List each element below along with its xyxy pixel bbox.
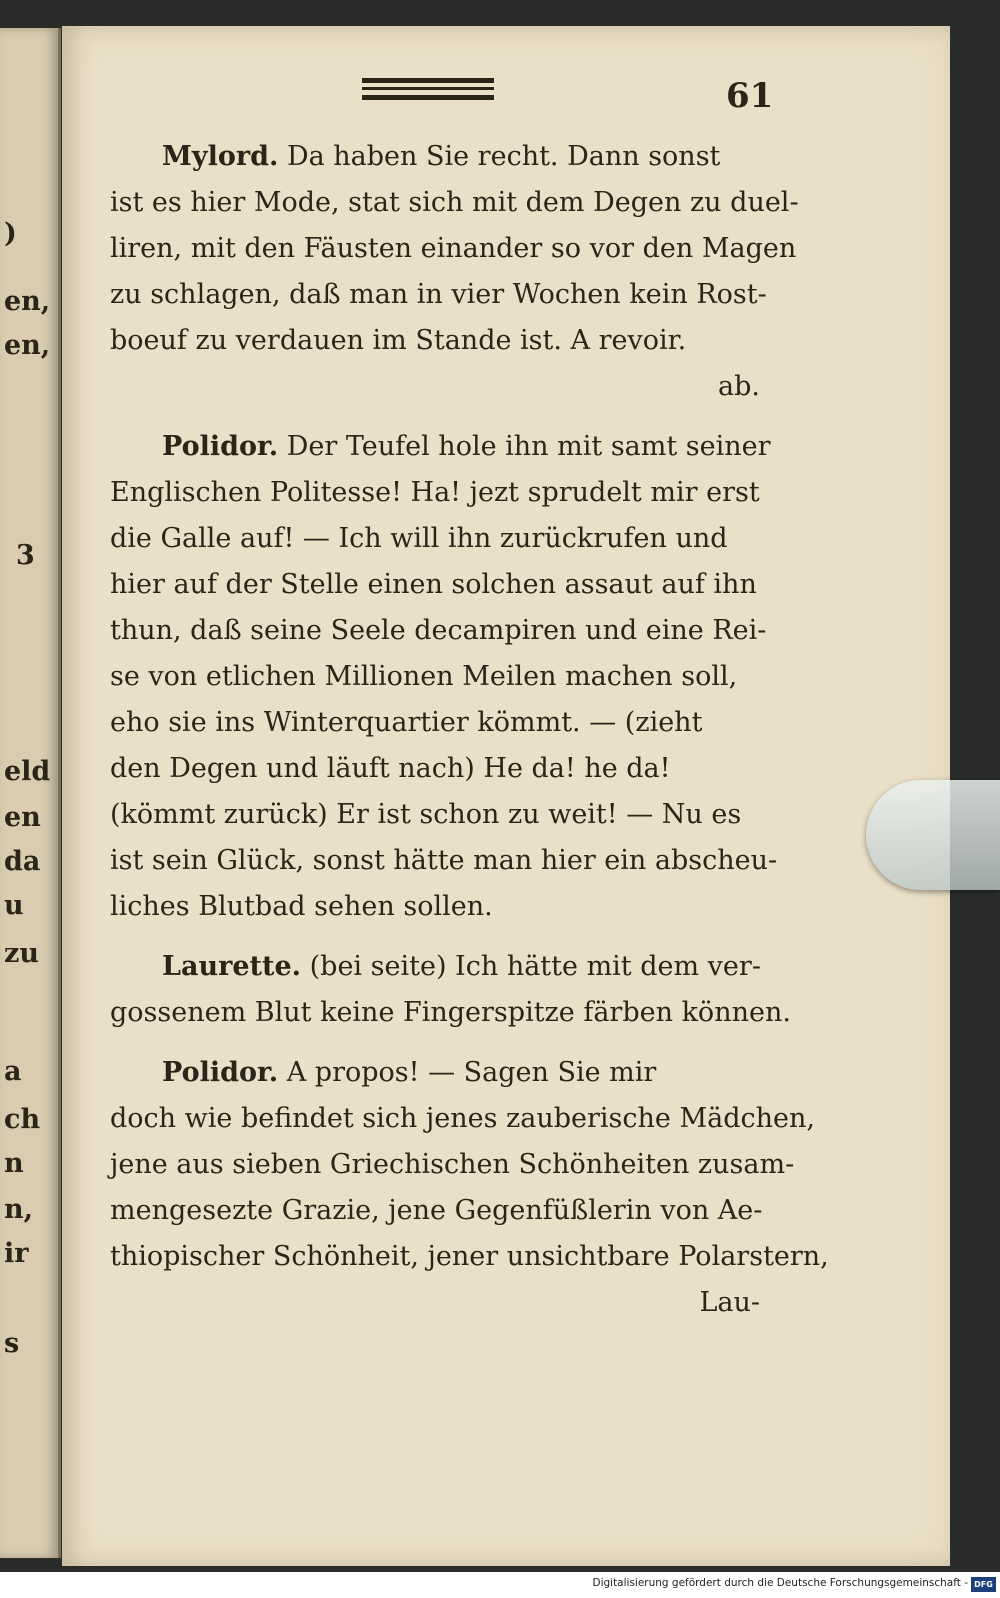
text-line: den Degen und läuft nach) He da! he da! <box>110 753 671 784</box>
header-ornament-rule <box>362 78 494 104</box>
left-page-fragment: eld <box>4 756 51 787</box>
footer-bar <box>0 1572 1000 1598</box>
left-page-fragment: 3 <box>16 540 35 571</box>
text-line: Polidor. Der Teufel hole ihn mit samt seiner <box>162 431 771 462</box>
funding-credit: Digitalisierung gefördert durch die Deutsche Forschungsgemeinschaft - <box>592 1577 968 1589</box>
text-line: Englischen Politesse! Ha! jezt sprudelt mir erst <box>110 477 760 508</box>
text-line: jene aus sieben Griechischen Schönheiten zusam- <box>110 1149 795 1180</box>
page-body-text <box>110 134 829 1326</box>
page-holder-clip <box>866 780 1000 890</box>
text-line: (kömmt zurück) Er ist schon zu weit! — Nu es <box>110 799 742 830</box>
left-page-fragment: ir <box>4 1238 29 1269</box>
stage-direction: ab. <box>718 371 760 402</box>
left-page-fragment: en, <box>4 286 51 317</box>
left-page-fragment: ) <box>4 218 17 249</box>
page-number: 61 <box>726 76 774 116</box>
left-page-fragment: zu <box>4 938 39 969</box>
text-line: doch wie befindet sich jenes zauberische Mädchen, <box>110 1103 815 1134</box>
text-line: thiopischer Schönheit, jener unsichtbare Polarstern, <box>110 1241 829 1272</box>
text-line: ist sein Glück, sonst hätte man hier ein abscheu- <box>110 845 778 876</box>
text-line: zu schlagen, daß man in vier Wochen kein Rost- <box>110 279 767 310</box>
left-page-fragment: n, <box>4 1194 34 1225</box>
text-line: Mylord. Da haben Sie recht. Dann sonst <box>162 141 721 172</box>
left-page-fragment: ch <box>4 1104 41 1135</box>
catchword: Lau- <box>699 1287 760 1318</box>
text-line: Polidor. A propos! — Sagen Sie mir <box>162 1057 657 1088</box>
text-line: thun, daß seine Seele decampiren und eine Rei- <box>110 615 767 646</box>
text-line: eho sie ins Winterquartier kömmt. — (zieht <box>110 707 703 738</box>
text-line: liren, mit den Fäusten einander so vor den Magen <box>110 233 797 264</box>
text-line: boeuf zu verdauen im Stande ist. A revoir. <box>110 325 687 356</box>
left-page-edge <box>0 28 61 1558</box>
left-page-fragment: en <box>4 802 41 833</box>
left-page-fragment: n <box>4 1148 24 1179</box>
left-page-fragment: en, <box>4 330 51 361</box>
text-line: se von etlichen Millionen Meilen machen soll, <box>110 661 738 692</box>
text-line: hier auf der Stelle einen solchen assaut auf ihn <box>110 569 757 600</box>
text-line: liches Blutbad sehen sollen. <box>110 891 493 922</box>
text-line: Laurette. (bei seite) Ich hätte mit dem ver- <box>162 951 761 982</box>
text-line: die Galle auf! — Ich will ihn zurückrufen und <box>110 523 728 554</box>
book-page <box>62 26 950 1566</box>
text-line: ist es hier Mode, stat sich mit dem Degen zu duel- <box>110 187 799 218</box>
left-page-fragment: a <box>4 1056 22 1087</box>
text-line: mengesezte Grazie, jene Gegenfüßlerin von Ae- <box>110 1195 763 1226</box>
text-line: gossenem Blut keine Fingerspitze färben können. <box>110 997 791 1028</box>
left-page-fragment: u <box>4 890 24 921</box>
dfg-logo: DFG <box>971 1577 996 1592</box>
left-page-fragment: da <box>4 846 41 877</box>
left-page-fragment: s <box>4 1328 20 1359</box>
